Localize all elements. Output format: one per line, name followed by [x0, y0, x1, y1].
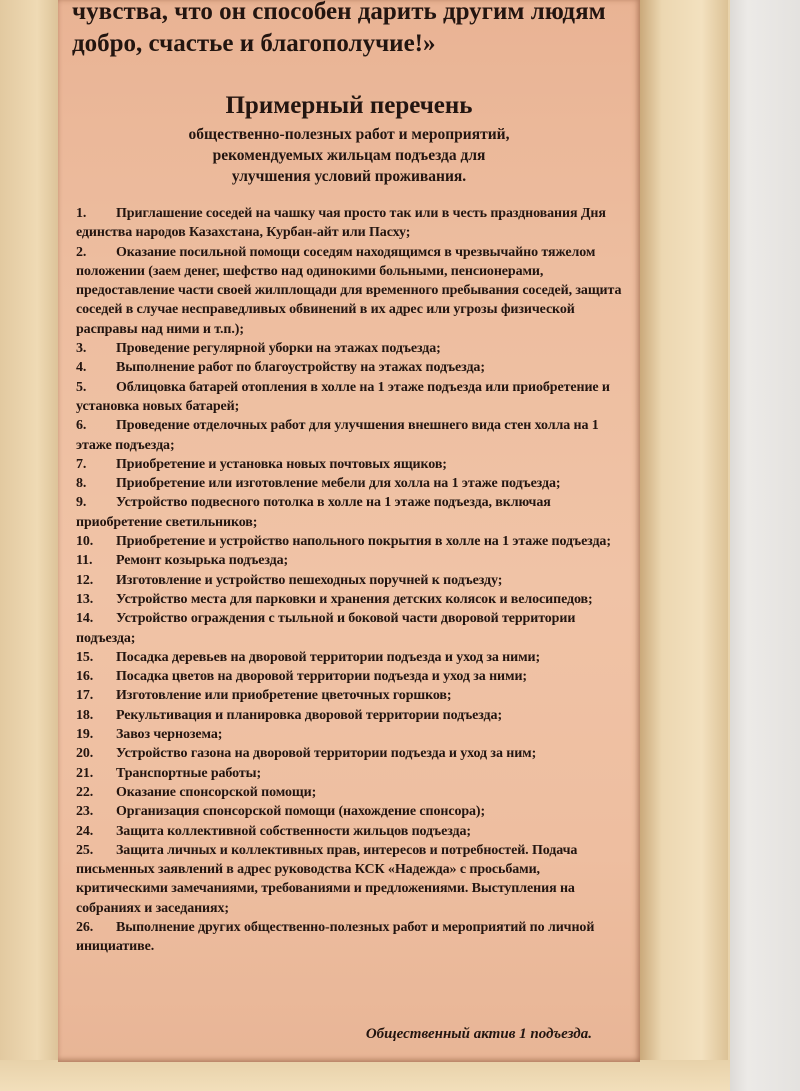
list-item-text: Приобретение или изготовление мебели для холла на 1 этаже подъезда; — [116, 476, 561, 492]
list-item-text: Устройство места для парковки и хранения детских колясок и велосипедов; — [116, 591, 593, 607]
list-item-text: Приобретение и установка новых почтовых ящиков; — [116, 456, 447, 472]
list-item-text: Устройство газона на дворовой территории подъезда и уход за ним; — [116, 746, 537, 762]
frame-right-rail — [640, 0, 728, 1091]
list-item — [76, 378, 626, 417]
list-item-text: Оказание посильной помощи соседям находящимся в чрезвычайно тяжелом положении (заем денег, шефство над одинокими больными, пенсионерами, предоставление части своей жилплощади для временного пребывания соседей, защита соседей в случае несправедливых обвинений в их адрес или угрозы физической расправы над ними и т.п.); — [76, 244, 622, 337]
list-item-text: Устройство ограждения с тыльной и боковой части дворовой территории подъезда; — [76, 611, 576, 646]
list-item — [76, 474, 626, 493]
list-item-number: 1. — [76, 206, 87, 221]
list-item-number: 25. — [76, 842, 94, 858]
list-item — [76, 918, 626, 957]
list-item-text: Рекультивация и планировка дворовой территории подъезда; — [116, 707, 503, 723]
list-item-number: 16. — [76, 669, 94, 685]
list-item-number: 26. — [76, 919, 94, 935]
list-item-number: 18. — [76, 707, 94, 723]
list-item-text: Приобретение и устройство напольного покрытия в холле на 1 этаже подъезда; — [116, 534, 611, 550]
list-item — [76, 841, 626, 918]
list-item — [76, 822, 626, 841]
list-item-text: Проведение регулярной уборки на этажах подъезда; — [116, 341, 441, 357]
list-item-text: Изготовление или приобретение цветочных горшков; — [116, 688, 452, 704]
list-item-number: 12. — [76, 572, 94, 588]
list-item-number: 17. — [76, 688, 94, 704]
list-item — [76, 455, 626, 474]
list-item-number: 23. — [76, 804, 94, 820]
notice-title: Примерный перечень — [225, 92, 473, 119]
list-item-number: 15. — [76, 649, 94, 665]
list-item — [76, 416, 626, 455]
list-item-text: Выполнение других общественно-полезных работ и мероприятий по личной инициативе. — [76, 919, 595, 955]
list-item-text: Транспортные работы; — [116, 765, 262, 781]
list-item — [76, 686, 626, 705]
list-item — [76, 339, 626, 358]
intro-text: чувства, что он способен дарить другим людям добро, счастье и благополучие!» — [72, 0, 606, 57]
list-item-number: 19. — [76, 727, 94, 743]
list-item-text: Организация спонсорской помощи (нахождение спонсора); — [116, 804, 486, 820]
list-item-text: Облицовка батарей отопления в холле на 1 этаже подъезда или приобретение и установка новых батарей; — [76, 379, 610, 414]
list-item — [76, 590, 626, 609]
list-item-number: 24. — [76, 823, 94, 839]
list-item-number: 3. — [76, 341, 87, 357]
list-item — [76, 358, 626, 377]
list-item — [76, 493, 626, 532]
list-item — [76, 551, 626, 570]
list-item — [76, 243, 626, 339]
list-item-number: 13. — [76, 591, 94, 607]
list-item-number: 10. — [76, 534, 94, 550]
list-item-number: 5. — [76, 379, 87, 395]
list-item-text: Проведение отделочных работ для улучшения внешнего вида стен холла на 1 этаже подъезда; — [76, 418, 599, 453]
notice-plate — [58, 0, 640, 1062]
frame-bottom-rail — [0, 1060, 730, 1091]
subtitle-line: рекомендуемых жильцам подъезда для — [212, 147, 486, 164]
list-item-text: Посадка цветов на дворовой территории подъезда и уход за ними; — [116, 669, 527, 685]
list-item — [76, 532, 626, 551]
list-item-text: Защита личных и коллективных прав, интересов и потребностей. Подача письменных заявлений в адрес руководства КСК «Надежда» с просьбами, критическими замечаниями, требованиями и предложениями. Выступления на собраниях и заседаниях; — [76, 842, 578, 916]
list-item — [76, 725, 626, 744]
list-item-text: Выполнение работ по благоустройству на этажах подъезда; — [116, 360, 485, 376]
list-item-text: Приглашение соседей на чашку чая просто так или в честь празднования Дня единства народов Казахстана, Курбан-айт или Пасху; — [76, 206, 606, 241]
list-item — [76, 744, 626, 763]
list-item-number: 8. — [76, 476, 87, 492]
list-item-number: 6. — [76, 418, 87, 434]
notice-subtitle — [58, 124, 640, 187]
list-item-number: 4. — [76, 360, 87, 376]
list-item-text: Посадка деревьев на дворовой территории подъезда и уход за ними; — [116, 649, 541, 665]
list-item — [76, 802, 626, 821]
list-item — [76, 783, 626, 802]
signature-line: Общественный актив 1 подъезда. — [365, 1026, 592, 1042]
list-item — [76, 204, 626, 243]
list-item-number: 2. — [76, 244, 87, 260]
list-item — [76, 609, 626, 648]
list-item-text: Защита коллективной собственности жильцов подъезда; — [116, 823, 471, 839]
list-item-number: 22. — [76, 784, 94, 800]
work-list — [76, 204, 626, 957]
list-item-number: 11. — [76, 553, 93, 569]
list-item-text: Изготовление и устройство пешеходных поручней к подъезду; — [116, 572, 503, 588]
list-item-number: 20. — [76, 746, 94, 762]
list-item — [76, 706, 626, 725]
list-item-text: Устройство подвесного потолка в холле на 1 этаже подъезда, включая приобретение светильников; — [76, 495, 551, 530]
subtitle-line: общественно-полезных работ и мероприятий, — [188, 126, 510, 143]
list-item-text: Оказание спонсорской помощи; — [116, 784, 317, 800]
frame-left-rail — [0, 0, 62, 1091]
list-item — [76, 571, 626, 590]
wall — [725, 0, 800, 1091]
subtitle-line: улучшения условий проживания. — [231, 168, 467, 185]
list-item-number: 7. — [76, 456, 87, 472]
list-item-number: 14. — [76, 611, 94, 627]
list-item-text: Завоз чернозема; — [116, 727, 223, 743]
list-item — [76, 648, 626, 667]
list-item-number: 21. — [76, 765, 94, 781]
list-item-text: Ремонт козырька подъезда; — [116, 553, 289, 569]
list-item-number: 9. — [76, 495, 87, 511]
list-item — [76, 764, 626, 783]
list-item — [76, 667, 626, 686]
